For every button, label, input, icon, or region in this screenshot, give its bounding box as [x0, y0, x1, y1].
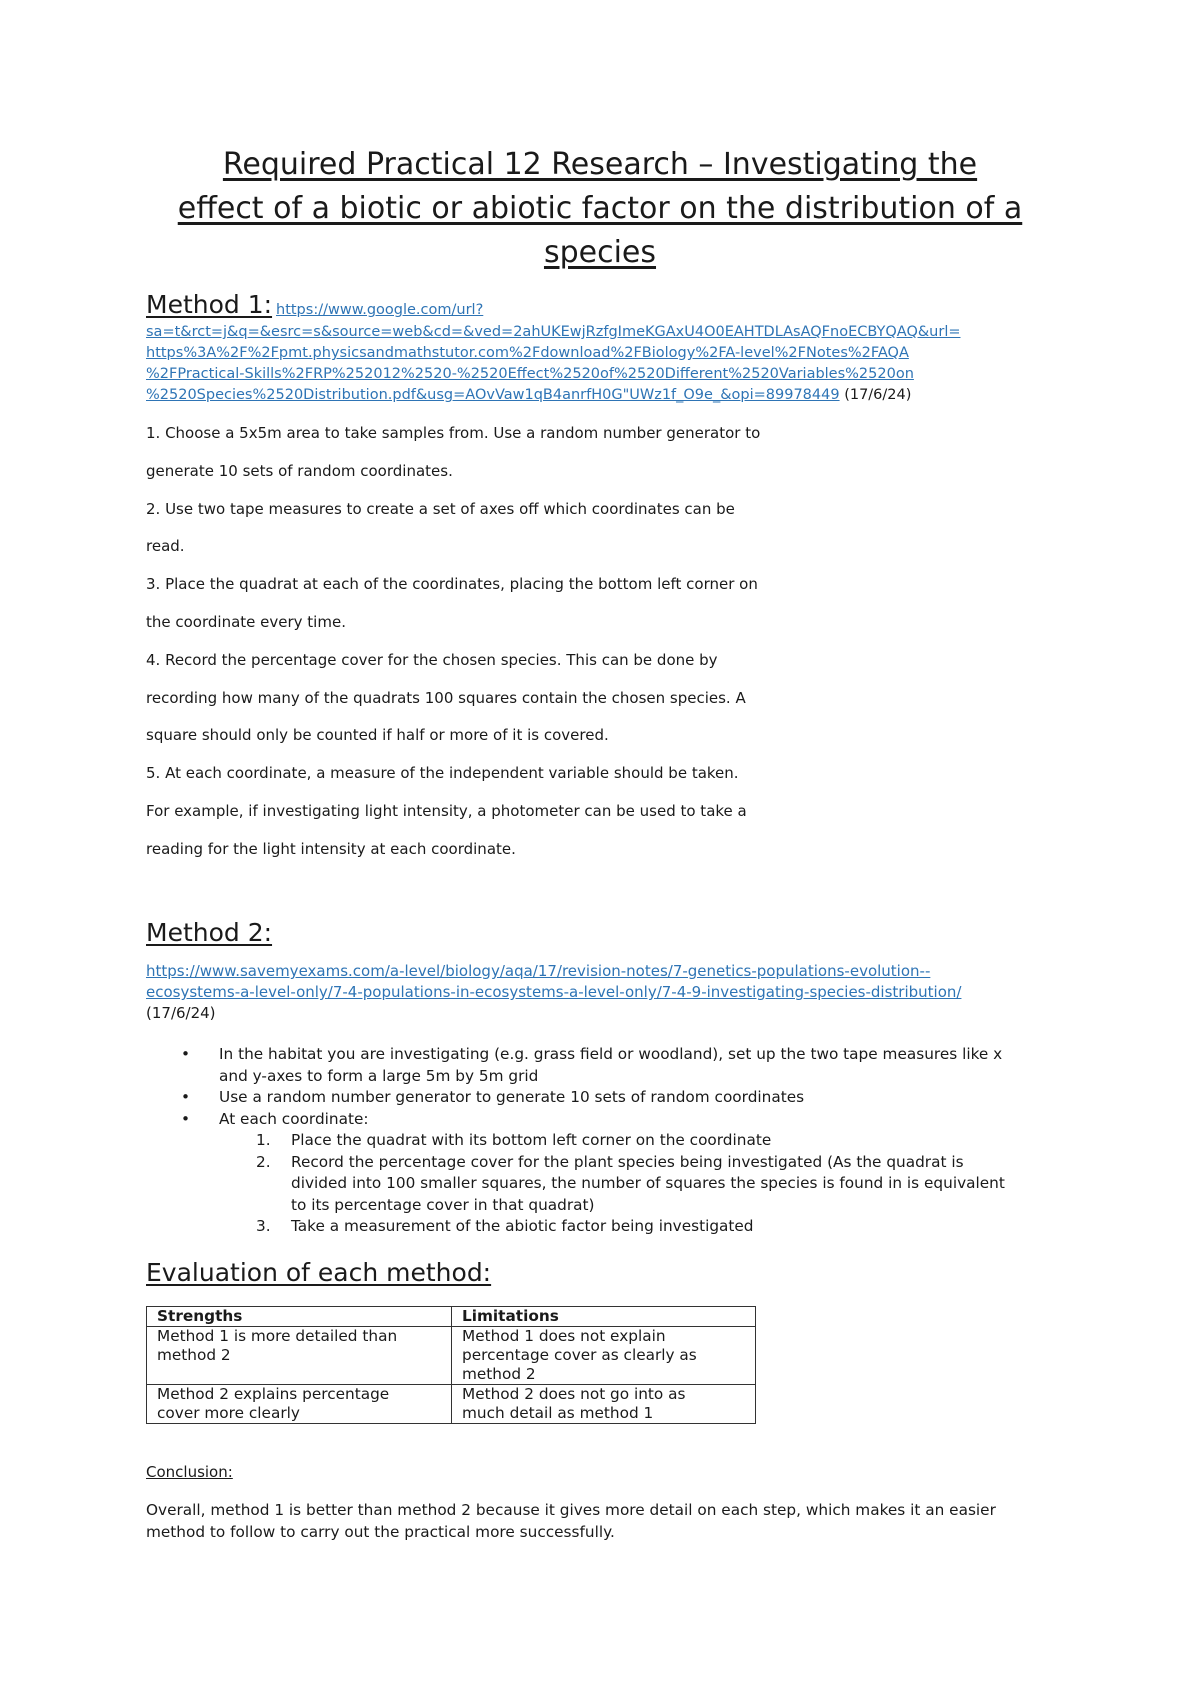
document-title — [120, 143, 1080, 275]
method2-url — [146, 961, 1066, 1024]
method2-heading — [146, 918, 272, 947]
evaluation-table — [146, 1306, 756, 1424]
method1-url-line[interactable]: %2FPractical-Skills%2FRP%252012%2520-%2520Effect%2520of%2520Different%2520Variables%2520on — [146, 366, 914, 382]
table-row — [147, 1385, 756, 1424]
method1-url-line[interactable]: https%3A%2F%2Fpmt.physicsandmathstutor.com%2Fdownload%2FBiology%2FA-level%2FNotes%2FAQA — [146, 345, 909, 361]
substep-number: 2. — [256, 1152, 271, 1171]
title-line: species — [543, 235, 657, 270]
table-cell — [452, 1327, 756, 1385]
cell-line: method 2 — [462, 1365, 536, 1383]
bullet-item — [146, 1044, 1066, 1087]
step-line: 5. At each coordinate, a measure of the independent variable should be taken. — [146, 764, 739, 783]
method1-url-line[interactable]: sa=t&rct=j&q=&esrc=s&source=web&cd=&ved=2ahUKEwjRzfgImeKGAxU4O0EAHTDLAsAQFnoECBYQAQ&url= — [146, 324, 961, 340]
bullet-item — [146, 1087, 1066, 1109]
table-header-row — [147, 1307, 756, 1327]
substep-text: Record the percentage cover for the plant species being investigated (As the quadrat is — [291, 1152, 964, 1171]
step-line: 1. Choose a 5x5m area to take samples from. Use a random number generator to — [146, 424, 761, 442]
conclusion-line: Overall, method 1 is better than method 2 because it gives more detail on each step, which makes it an easier — [146, 1501, 996, 1519]
method1-heading-text: Method 1: — [146, 290, 273, 319]
method1-url — [146, 322, 1066, 406]
table-cell — [147, 1385, 452, 1424]
cell-line: Method 2 explains percentage — [157, 1385, 390, 1403]
substep-item — [146, 1152, 1066, 1217]
cell-line: percentage cover as clearly as — [462, 1346, 697, 1364]
step-line: 4. Record the percentage cover for the chosen species. This can be done by — [146, 650, 718, 669]
step-line: square should only be counted if half or more of it is covered. — [146, 726, 609, 745]
method1-url-line[interactable]: %2520Species%2520Distribution.pdf&usg=AOvVaw1qB4anrfH0G"UWz1f_O9e_&opi=89978449 — [146, 387, 840, 403]
substep-text: Take a measurement of the abiotic factor being investigated — [291, 1217, 754, 1235]
step-line: recording how many of the quadrats 100 squares contain the chosen species. A — [146, 688, 746, 707]
evaluation-heading — [146, 1258, 491, 1287]
conclusion-line: method to follow to carry out the practical more successfully. — [146, 1523, 615, 1541]
step-line: 3. Place the quadrat at each of the coordinates, placing the bottom left corner on — [146, 575, 758, 594]
step-line: generate 10 sets of random coordinates. — [146, 461, 453, 480]
cell-line: method 2 — [157, 1346, 231, 1364]
title-line: effect of a biotic or abiotic factor on the distribution of a — [177, 191, 1023, 226]
step-line: 2. Use two tape measures to create a set of axes off which coordinates can be — [146, 499, 735, 518]
table-header-limitations: Limitations — [452, 1307, 756, 1327]
substep-item — [146, 1130, 1066, 1152]
table-cell — [147, 1327, 452, 1385]
substep-number: 1. — [256, 1131, 271, 1149]
method2-url-line[interactable]: ecosystems-a-level-only/7-4-populations-in-ecosystems-a-level-only/7-4-9-investigating-species-distribution/ — [146, 983, 962, 1001]
title-line: Required Practical 12 Research – Investigating the — [222, 147, 978, 182]
bullet-text: Use a random number generator to generate 10 sets of random coordinates — [219, 1088, 805, 1106]
substep-text: to its percentage cover in that quadrat) — [291, 1195, 595, 1214]
cell-line: cover more clearly — [157, 1404, 300, 1422]
step-line: reading for the light intensity at each coordinate. — [146, 839, 516, 858]
method2-bullets — [146, 1044, 1066, 1238]
method2-date: (17/6/24) — [146, 1004, 216, 1022]
cell-line: Method 1 is more detailed than — [157, 1327, 398, 1345]
cell-line: much detail as method 1 — [462, 1404, 654, 1422]
bullet-text: At each coordinate: — [219, 1109, 369, 1128]
step-line: read. — [146, 537, 185, 556]
bullet-item — [146, 1109, 1066, 1131]
method1-url-link-start[interactable]: https://www.google.com/url? — [276, 302, 484, 318]
method2-heading-text: Method 2: — [146, 918, 273, 947]
substep-text: Place the quadrat with its bottom left corner on the coordinate — [291, 1131, 772, 1149]
method1-date: (17/6/24) — [844, 387, 912, 403]
substep-text: divided into 100 smaller squares, the number of squares the species is found in is equivalent — [291, 1174, 1005, 1192]
table-header-strengths: Strengths — [147, 1307, 452, 1327]
substep-number: 3. — [256, 1217, 271, 1235]
bullet-text: and y-axes to form a large 5m by 5m grid — [219, 1066, 539, 1085]
method1-heading — [146, 290, 272, 319]
table-row — [147, 1327, 756, 1385]
substep-item — [146, 1216, 1066, 1238]
conclusion-label: Conclusion: — [146, 1463, 233, 1481]
cell-line: Method 1 does not explain — [462, 1327, 666, 1345]
cell-line: Method 2 does not go into as — [462, 1385, 686, 1403]
step-line: For example, if investigating light intensity, a photometer can be used to take a — [146, 801, 747, 820]
method2-url-line[interactable]: https://www.savemyexams.com/a-level/biology/aqa/17/revision-notes/7-genetics-populations-evolution-- — [146, 962, 931, 980]
conclusion-text — [146, 1499, 1076, 1543]
bullet-text: In the habitat you are investigating (e.g. grass field or woodland), set up the two tape measures like x — [219, 1045, 1003, 1063]
evaluation-heading-text: Evaluation of each method: — [146, 1258, 492, 1287]
method1-steps — [146, 423, 846, 877]
step-line: the coordinate every time. — [146, 612, 346, 631]
table-cell — [452, 1385, 756, 1424]
